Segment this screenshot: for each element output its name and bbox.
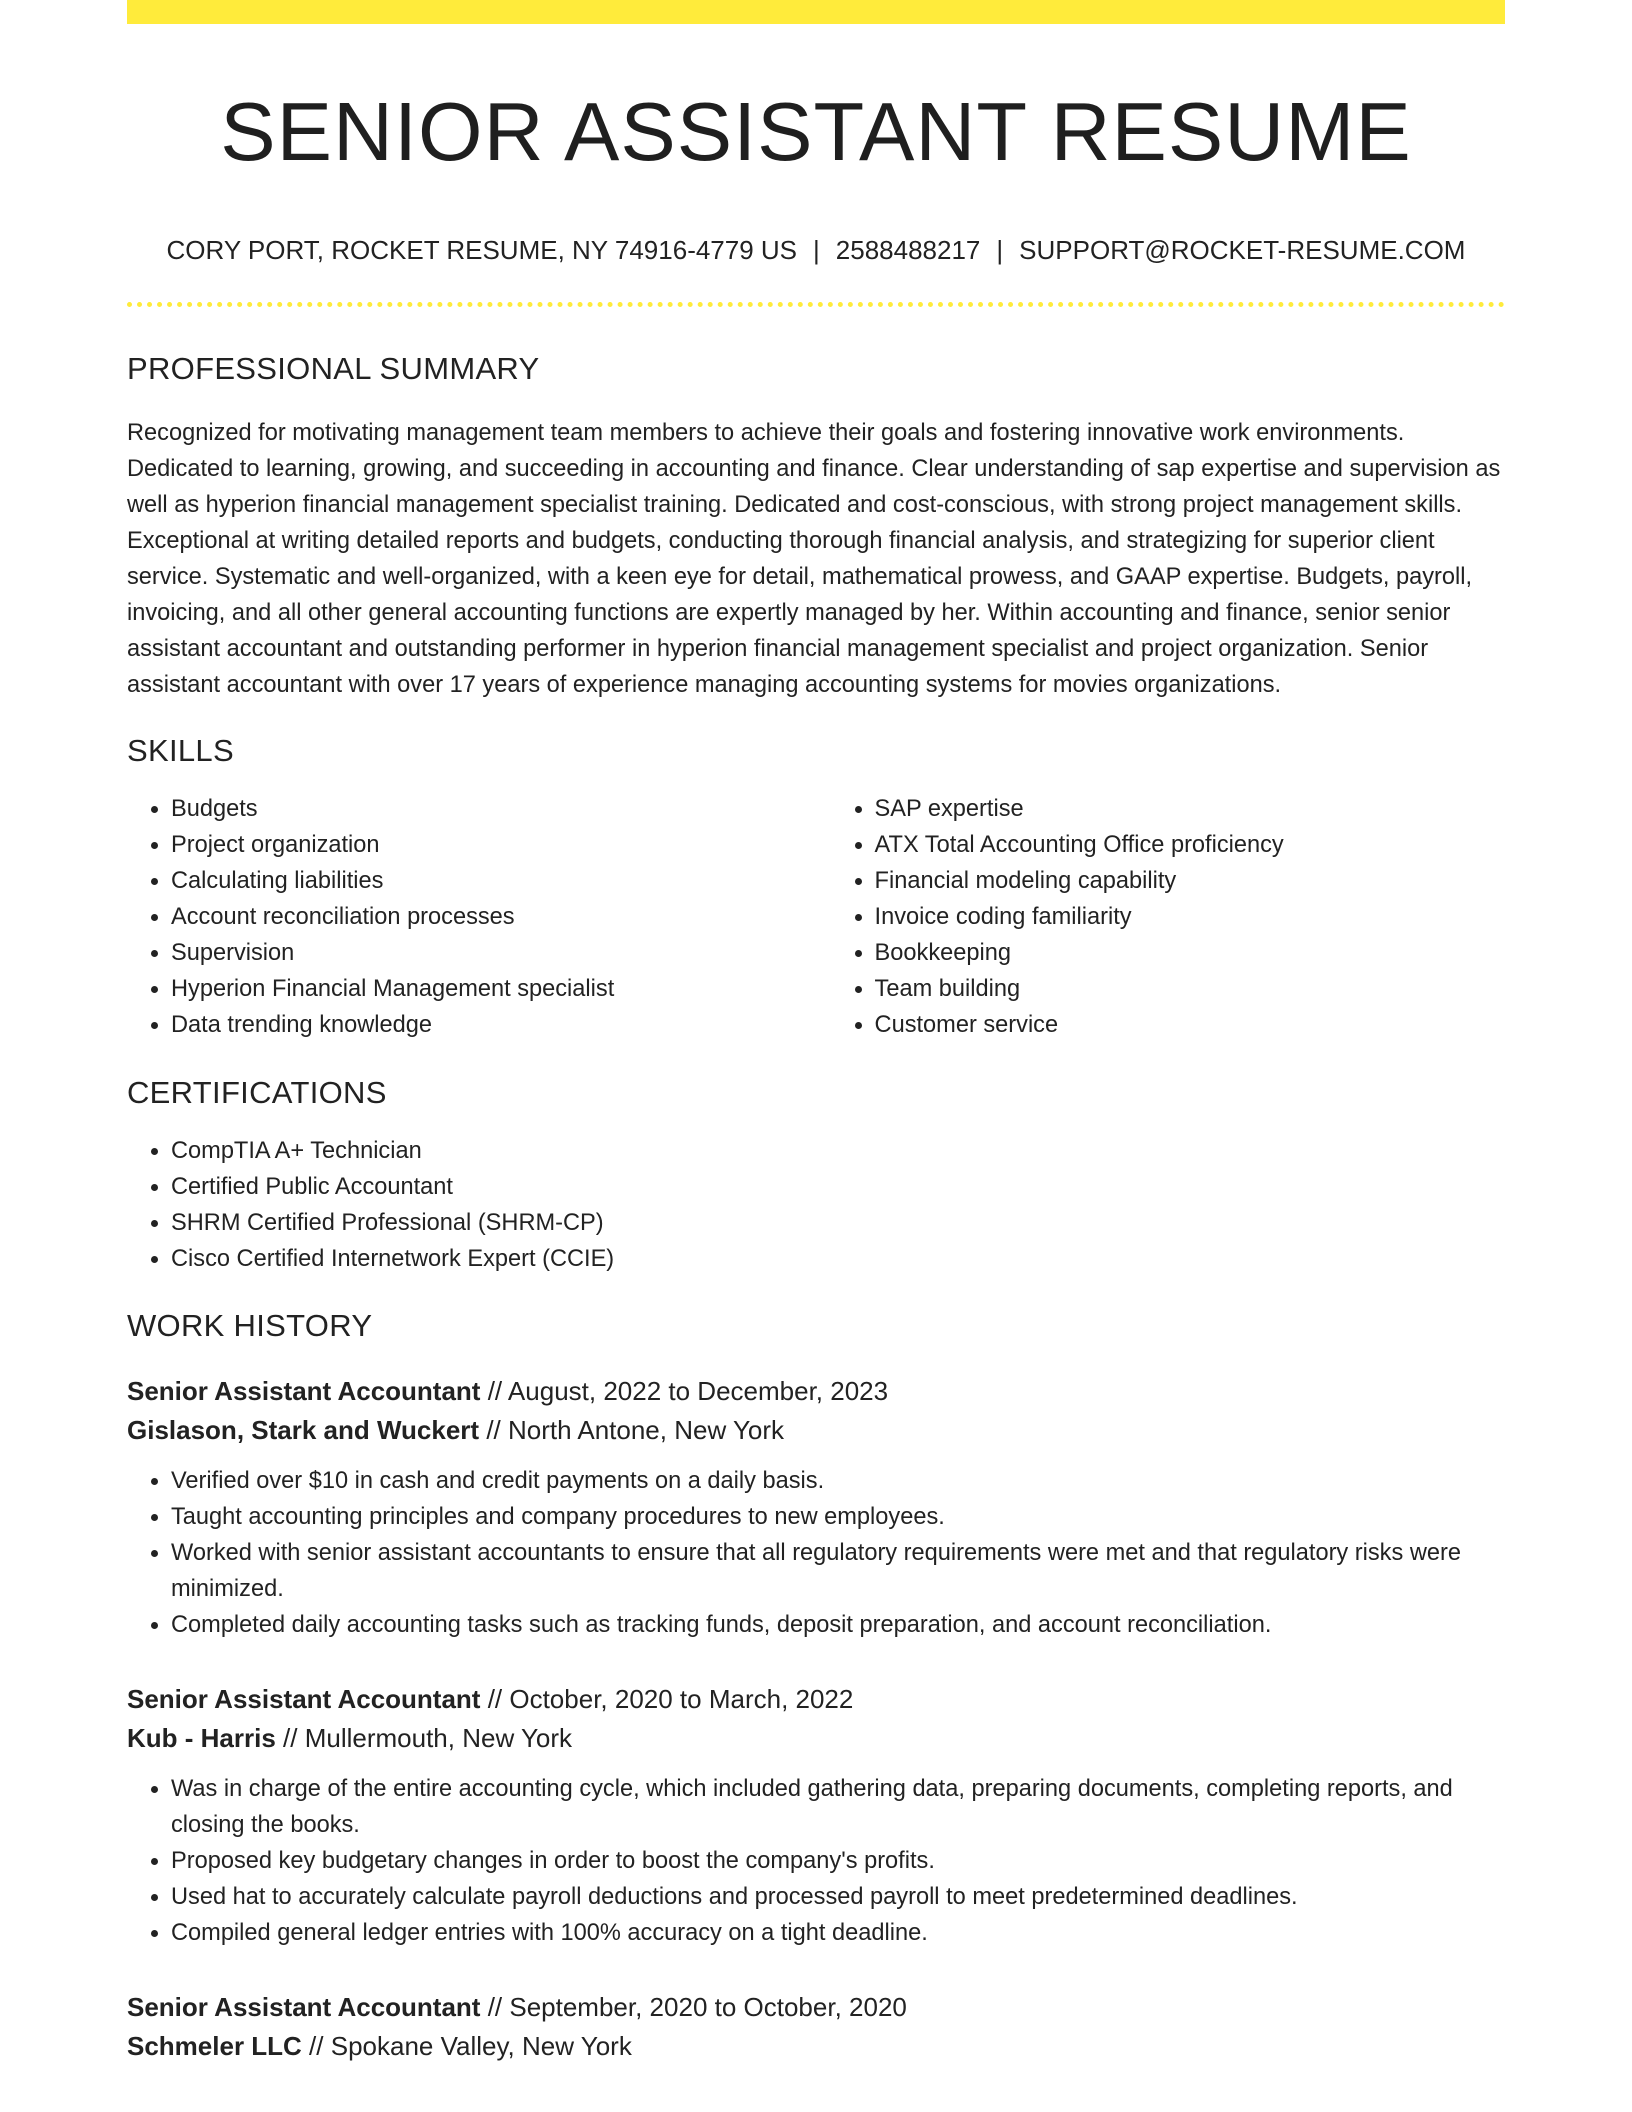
skills-columns (127, 791, 1505, 1043)
certifications-heading: CERTIFICATIONS (127, 1075, 387, 1111)
job-bullet: • Worked with senior assistant accountants to ensure that all regulatory requirements were met and that regulatory risks were minimized. (171, 1535, 1505, 1607)
job-title-line (127, 1680, 1505, 1719)
skill-item: • Hyperion Financial Management specialist (171, 971, 831, 1007)
job-title: Senior Assistant Accountant (127, 1684, 481, 1715)
job-dates: // October, 2020 to March, 2022 (480, 1684, 854, 1715)
job-dates: // September, 2020 to October, 2020 (480, 1992, 907, 2023)
job-company: Kub - Harris (127, 1723, 276, 1754)
skill-item: • SAP expertise (875, 791, 1505, 827)
contact-separator: | (813, 235, 820, 266)
job-entry (127, 1988, 1505, 2066)
job-company-line (127, 1411, 1505, 1450)
certification-item: • CompTIA A+ Technician (171, 1133, 1505, 1169)
job-dates: // August, 2022 to December, 2023 (480, 1376, 889, 1407)
work-history-heading: WORK HISTORY (127, 1308, 373, 1344)
dotted-divider (127, 302, 1505, 307)
skill-item: • Data trending knowledge (171, 1007, 831, 1043)
job-location: // Spokane Valley, New York (301, 2031, 632, 2062)
skill-item: • Project organization (171, 827, 831, 863)
summary-heading: PROFESSIONAL SUMMARY (127, 351, 540, 387)
job-company-line (127, 1719, 1505, 1758)
skills-list-left (127, 791, 831, 1043)
job-title: Senior Assistant Accountant (127, 1992, 481, 2023)
job-bullet: • Was in charge of the entire accounting cycle, which included gathering data, preparing documents, completing reports, and closing the books. (171, 1771, 1505, 1843)
certification-item: • Cisco Certified Internetwork Expert (CCIE) (171, 1241, 1505, 1277)
skills-list-right (831, 791, 1505, 1043)
accent-top-bar (127, 0, 1505, 24)
certification-item: • Certified Public Accountant (171, 1169, 1505, 1205)
skill-item: • ATX Total Accounting Office proficiency (875, 827, 1505, 863)
job-location: // Mullermouth, New York (275, 1723, 573, 1754)
skill-item: • Invoice coding familiarity (875, 899, 1505, 935)
job-title: Senior Assistant Accountant (127, 1376, 481, 1407)
job-title-line (127, 1372, 1505, 1411)
certifications-list (127, 1133, 1505, 1277)
job-bullet: • Verified over $10 in cash and credit payments on a daily basis. (171, 1463, 1505, 1499)
skill-item: • Financial modeling capability (875, 863, 1505, 899)
contact-address: CORY PORT, ROCKET RESUME, NY 74916-4779 US (166, 235, 798, 266)
job-title-line (127, 1988, 1505, 2027)
job-bullets (127, 1463, 1505, 1643)
job-location: // North Antone, New York (479, 1415, 785, 1446)
job-company: Gislason, Stark and Wuckert (127, 1415, 480, 1446)
skills-heading: SKILLS (127, 733, 234, 769)
contact-separator: | (996, 235, 1004, 266)
contact-phone: 2588488217 (835, 235, 981, 266)
job-bullets (127, 1771, 1505, 1951)
skill-item: • Calculating liabilities (171, 863, 831, 899)
skill-item: • Bookkeeping (875, 935, 1505, 971)
job-entry (127, 1680, 1505, 1951)
job-company-line (127, 2027, 1505, 2066)
skill-item: • Budgets (171, 791, 831, 827)
summary-text: Recognized for motivating management team members to achieve their goals and fostering innovative work environments. Dedicated to learning, growing, and succeeding in accounting and finance. Clear understanding of sap expertise and supervision as well as hyperion financial management specialist training. Dedicated and cost-conscious, with strong project management skills. Exceptional at writing detailed reports and budgets, conducting thorough financial analysis, and strategizing for superior client service. Systematic and well-organized, with a keen eye for detail, mathematical prowess, and GAAP expertise. Budgets, payroll, invoicing, and all other general accounting functions are expertly managed by her. Within accounting and finance, senior senior assistant accountant and outstanding performer in hyperion financial management specialist and project organization. Senior assistant accountant with over 17 years of experience managing accounting systems for movies organizations. (127, 420, 1501, 699)
contact-line (127, 235, 1505, 266)
job-company: Schmeler LLC (127, 2031, 302, 2062)
job-bullet: • Proposed key budgetary changes in order to boost the company's profits. (171, 1843, 1505, 1879)
job-bullet: • Compiled general ledger entries with 100% accuracy on a tight deadline. (171, 1915, 1505, 1951)
certification-item: • SHRM Certified Professional (SHRM-CP) (171, 1205, 1505, 1241)
skill-item: • Account reconciliation processes (171, 899, 831, 935)
skill-item: • Customer service (875, 1007, 1505, 1043)
contact-email: SUPPORT@ROCKET-RESUME.COM (1019, 235, 1466, 266)
job-bullet: • Used hat to accurately calculate payroll deductions and processed payroll to meet predetermined deadlines. (171, 1879, 1505, 1915)
resume-title: SENIOR ASSISTANT RESUME (220, 85, 1412, 178)
resume-page (127, 0, 1505, 2066)
job-bullet: • Taught accounting principles and company procedures to new employees. (171, 1499, 1505, 1535)
job-entry (127, 1372, 1505, 1643)
skill-item: • Team building (875, 971, 1505, 1007)
skill-item: • Supervision (171, 935, 831, 971)
job-bullet: • Completed daily accounting tasks such as tracking funds, deposit preparation, and account reconciliation. (171, 1607, 1505, 1643)
